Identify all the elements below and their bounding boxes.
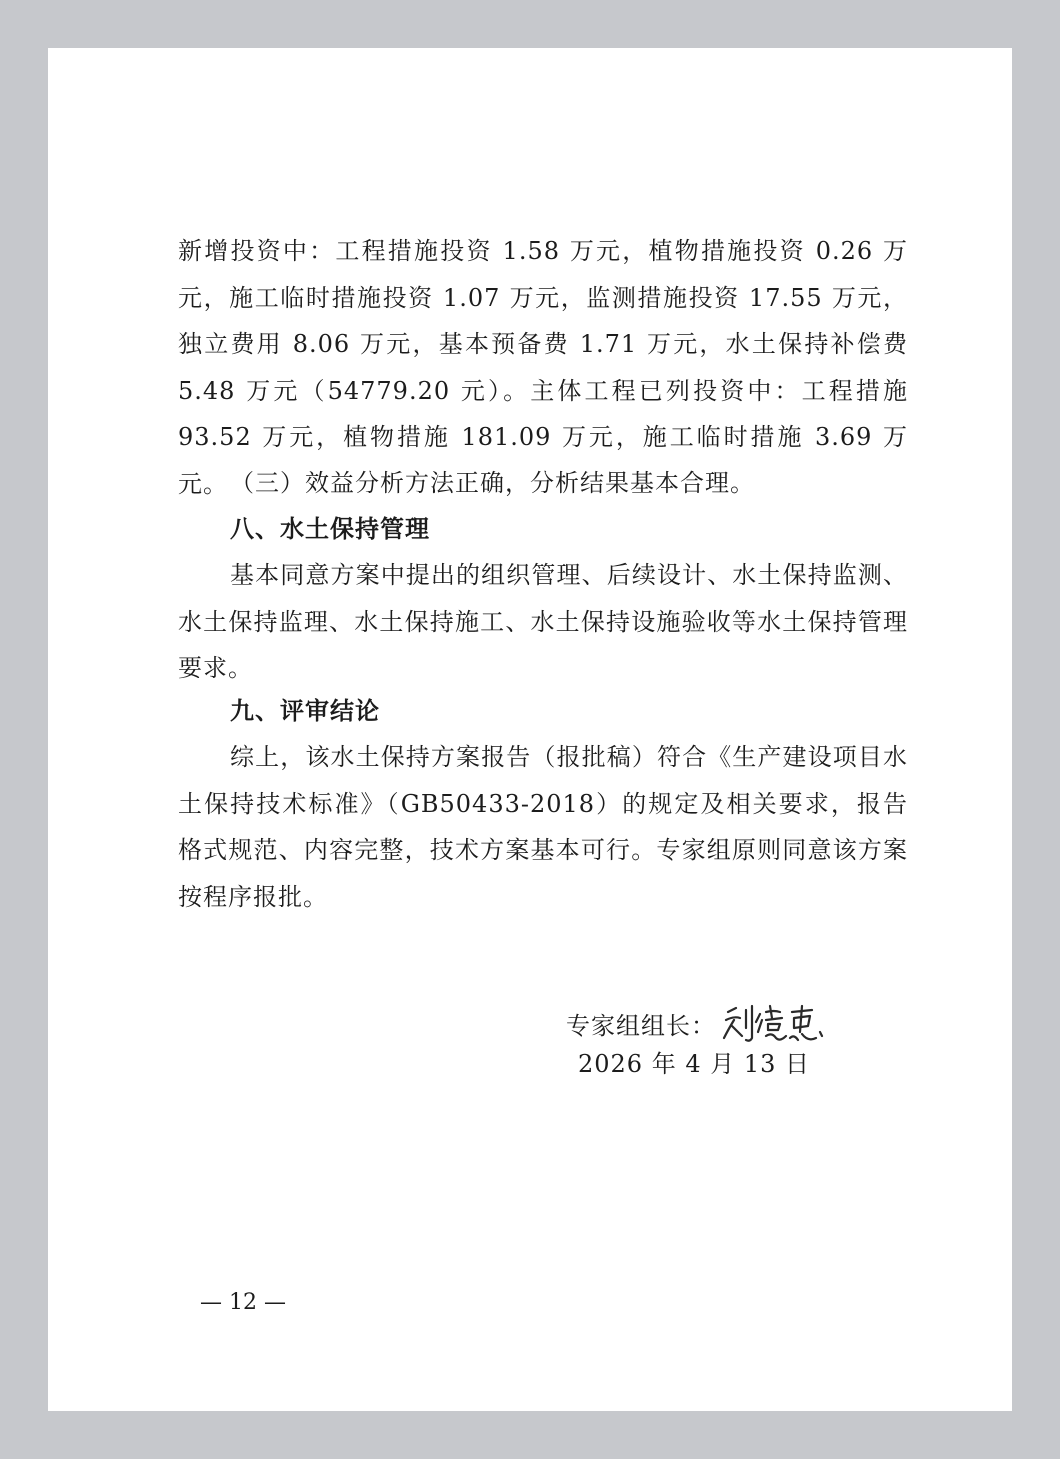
handwritten-signature [720, 998, 830, 1048]
page-number: — 12 — [200, 1290, 286, 1315]
document-page [48, 48, 1012, 1411]
investment-paragraph: 新增投资中：工程措施投资 1.58 万元，植物措施投资 0.26 万元，施工临时措施投资 1.07 万元，监测措施投资 17.55 万元，独立费用 8.06 万元，基本预备费 1.71 万元，水土保持补偿费 5.48 万元（54779.20 元）。主体工程已列投资中：工程措施 93.52 万元，植物措施 181.09 万元，施工临时措施 3.69 万元。 [178, 237, 908, 498]
section-9-heading: 九、评审结论 [230, 697, 380, 725]
signature-line [566, 998, 830, 1048]
signature-label: 专家组组长： [566, 1011, 716, 1040]
section-8-heading: 八、水土保持管理 [230, 515, 430, 543]
document-date: 2026 年 4 月 13 日 [578, 1050, 811, 1078]
conclusion-paragraph: 综上，该水土保持方案报告（报批稿）符合《生产建设项目水土保持技术标准》（GB50433-2018）的规定及相关要求，报告格式规范、内容完整，技术方案基本可行。专家组原则同意该方案按程序报批。 [178, 743, 908, 911]
management-paragraph: 基本同意方案中提出的组织管理、后续设计、水土保持监测、水土保持监理、水土保持施工、水土保持设施验收等水土保持管理要求。 [178, 561, 908, 682]
benefit-paragraph: （三）效益分析方法正确，分析结果基本合理。 [230, 469, 755, 497]
